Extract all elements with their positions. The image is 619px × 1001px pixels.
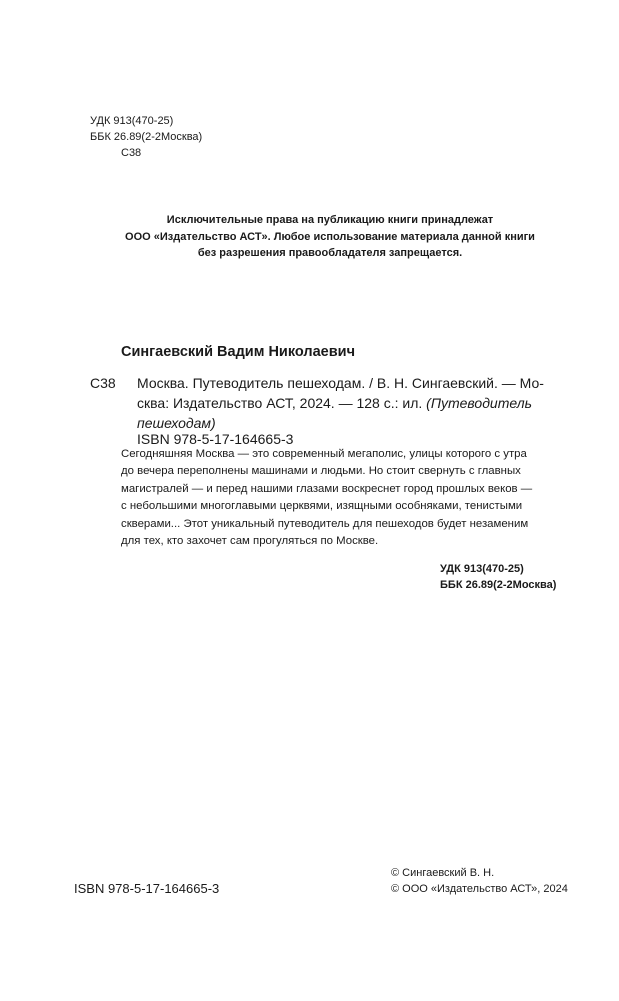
classification-codes-top [90,113,202,161]
bbk-code: ББК 26.89(2-2Москва) [90,131,203,143]
catalog-author: Сингаевский Вадим Николаевич [121,344,355,360]
author-code: С38 [121,147,142,159]
bibliographic-description [137,373,567,433]
series-title-part-1: (Путеводитель [426,395,532,411]
annotation-line: для тех, кто захочет сам прогуляться по Москве. [121,535,379,548]
copyright-block [391,865,568,897]
description-line-1: Москва. Путеводитель пешеходам. / В. Н. Сингаевский. — Мо- [137,375,544,391]
classification-codes-right [440,561,556,593]
annotation-line: Сегодняшняя Москва — это современный мегаполис, улицы которого с утра [121,448,527,460]
rights-line-2: ООО «Издательство АСТ». Любое использование материала данной книги [125,230,535,243]
annotation-line: с небольшими многоглавыми церквями, изящными особняками, тенистыми [121,500,523,513]
catalog-isbn: ISBN 978-5-17-164665-3 [137,431,294,447]
udk-code: УДК 913(470-25) [90,115,174,127]
copyright-publisher: © ООО «Издательство АСТ», 2024 [391,883,568,895]
rights-line-1: Исключительные права на публикацию книги принадлежат [166,214,494,226]
footer-isbn: ISBN 978-5-17-164665-3 [74,881,220,896]
copyright-author: © Сингаевский В. Н. [391,867,495,879]
description-line-2-text: сква: Издательство АСТ, 2024. — 128 с.: ил. [137,395,423,411]
description-line-2 [137,393,567,413]
catalog-code: С38 [90,375,116,391]
series-title-part-2: пешеходам) [137,415,216,431]
rights-line-3: без разрешения правообладателя запрещается. [197,247,463,259]
annotation-line: скверами... Этот уникальный путеводитель для пешеходов будет незаменим [121,517,529,530]
udk-code-right: УДК 913(470-25) [440,563,524,575]
annotation [121,446,571,550]
annotation-line: до вечера переполнены машинами и людьми. Но стоит свернуть с главных [121,465,521,478]
annotation-line: магистралей — и перед нашими глазами воскреснет город прошлых веков — [121,482,533,495]
rights-notice [80,212,580,262]
bbk-code-right: ББК 26.89(2-2Москва) [440,579,557,591]
